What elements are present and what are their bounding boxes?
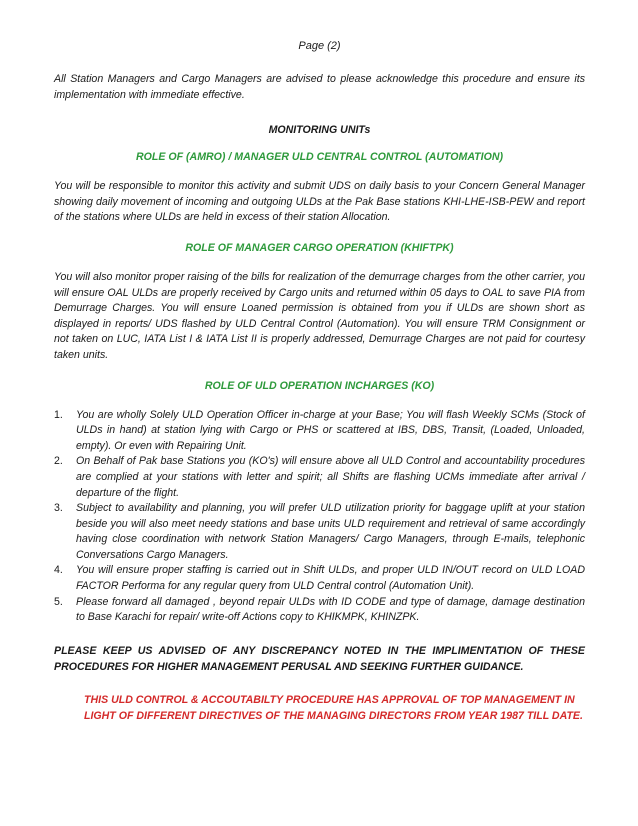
list-item-text: Subject to availability and planning, you will prefer ULD utilization priority for baggage uplift at your station beside you will also meet needy stations and base units ULD requirement and retrieval of same accordingly having close coordination with network Station Managers/ Cargo Managers, through E-mails, telephonic Conversations Cargo Managers.	[76, 502, 585, 561]
approval-line: LIGHT OF DIFFERENT DIRECTIVES OF THE MANAGING DIRECTORS FROM YEAR 1987 TILL DATE.	[84, 709, 583, 722]
intro-paragraph: All Station Managers and Cargo Managers are advised to please acknowledge this procedure and ensure its implementation with immediate effective.	[54, 73, 585, 101]
list-item	[54, 454, 585, 501]
list-item-text: On Behalf of Pak base Stations you (KO's) will ensure above all ULD Control and accountability procedures are complied at your stations with letter and spirit; all Shifts are flashing UCMs immediate after arrival / departure of the flight.	[76, 455, 585, 499]
section-heading-amro: ROLE OF (AMRO) / MANAGER ULD CENTRAL CONTROL (AUTOMATION)	[135, 151, 504, 164]
list-item-number: 1.	[54, 408, 63, 421]
approval-line: THIS ULD CONTROL & ACCOUTABILTY PROCEDURE HAS APPROVAL OF TOP MANAGEMENT IN	[84, 693, 575, 706]
page-number: Page (2)	[298, 40, 341, 52]
list-item-text: You are wholly Solely ULD Operation Officer in-charge at your Base; You will flash Weekly SCMs (Stock of ULDs in hand) at station lying with Cargo or PHS or scattered at IBS, DBS, Transit, (Loaded, Unloaded, empty). Or even with Repairing Unit.	[76, 408, 585, 452]
list-item	[54, 501, 585, 563]
list-item-number: 4.	[54, 564, 63, 577]
list-item-number: 5.	[54, 595, 63, 608]
list-item-text: Please forward all damaged , beyond repair ULDs with ID CODE and type of damage, damage destination to Base Karachi for repair/ write-off Actions copy to KHIKMPK, KHINZPK.	[76, 595, 585, 624]
section-text-cargo-operation: You will also monitor proper raising of the bills for realization of the demurrage charges from the other carrier, you will ensure OAL ULDs are properly received by Cargo units and returned within 05 days to OAL to save PIA from Demurrage Charges. You will ensure Loaned permission is obtained from you if ULDs are shown short as displayed in reports/ UDS flashed by ULD Central Control (Automation). You will ensure TRM Consignment or not taken on LUC, IATA List I & IATA List II is properly addressed, Demurrage Charges are not paid for courtesy taken units.	[54, 270, 585, 361]
section-heading-uld-operation: ROLE OF ULD OPERATION INCHARGES (KO)	[204, 379, 435, 392]
list-item-number: 2.	[54, 455, 63, 468]
discrepancy-notice: PLEASE KEEP US ADVISED OF ANY DISCREPANCY NOTED IN THE IMPLIMENTATION OF THESE PROCEDURES FOR HIGHER MANAGEMENT PERUSAL AND SEEKING FURTHER GUIDANCE.	[54, 644, 585, 673]
approval-notice	[84, 692, 585, 724]
list-item	[54, 595, 585, 626]
list-item-text: You will ensure proper staffing is carried out in Shift ULDs, and proper ULD IN/OUT record on ULD LOAD FACTOR Performa for any regular query from ULD Central control (Automation Unit).	[76, 564, 585, 593]
uld-operation-list	[54, 408, 585, 626]
section-text-amro: You will be responsible to monitor this activity and submit UDS on daily basis to your Concern General Manager showing daily movement of incoming and outgoing ULDs at the Pak Base stations KHI-LHE-ISB-PEW and report of the stations where ULDs are held in excess of their station Allocation.	[54, 180, 585, 224]
list-item	[54, 563, 585, 594]
list-item-number: 3.	[54, 502, 63, 515]
list-item	[54, 408, 585, 455]
monitoring-units-heading: MONITORING UNITs	[268, 124, 371, 137]
section-heading-cargo-operation: ROLE OF MANAGER CARGO OPERATION (KHIFTPK)	[185, 241, 454, 254]
